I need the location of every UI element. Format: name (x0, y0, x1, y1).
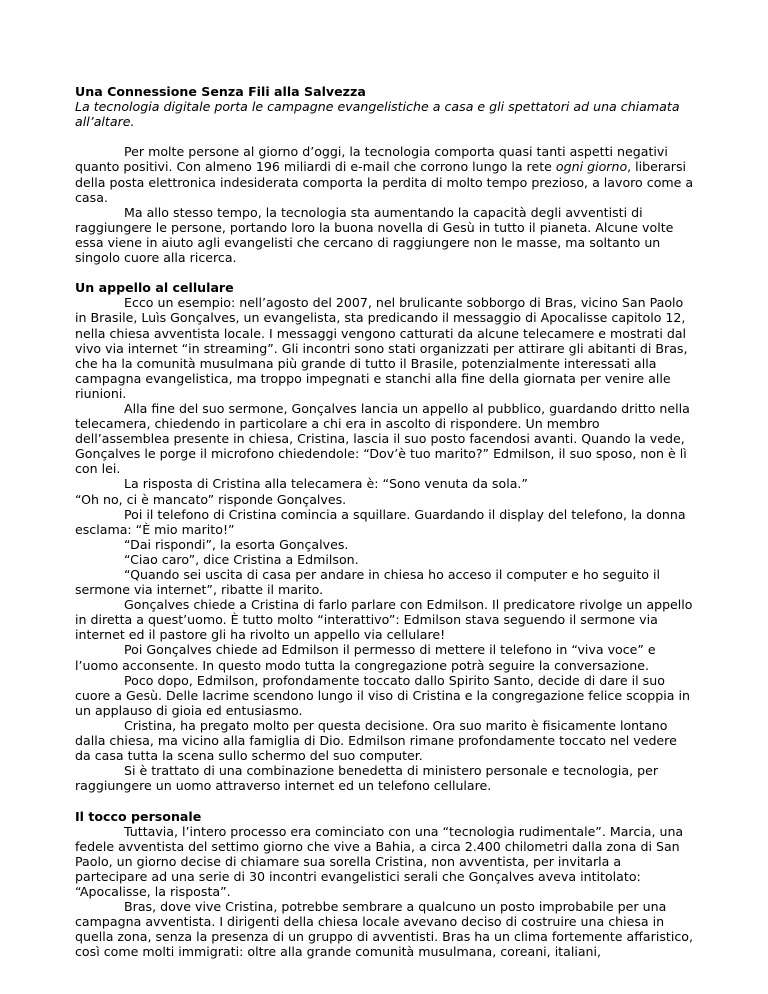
section1-paragraph: La risposta di Cristina alla telecamera è: “Sono venuta da sola.” (124, 476, 528, 492)
section1-paragraph: “Ciao caro”, dice Cristina a Edmilson. (124, 551, 359, 567)
intro-paragraph-2: Ma allo stesso tempo, la tecnologia sta aumentando la capacità degli avventisti di raggiungere le persone, portando loro la buona novella di Gesù in tutto il pianeta. Alcune volte essa viene in aiuto agli evangelisti che cercano di raggiungere non le masse, ma soltanto un singolo cuore alla ricerca. (75, 204, 674, 266)
section1-paragraph: Poco dopo, Edmilson, profondamente toccato dallo Spirito Santo, decide di dare il suo cuore a Gesù. Delle lacrime scendono lungo il viso di Cristina e la congregazione felice scoppia in un applauso di gioia ed entusiasmo. (75, 672, 690, 718)
section1-paragraph: Gonçalves chiede a Cristina di farlo parlare con Edmilson. Il predicatore rivolge un appello in diretta a quest’uomo. È tutto molto “interattivo”: Edmilson stava seguendo il sermone via internet ed il pastore gli ha rivolto un appello via cellulare! (75, 597, 693, 643)
section1-paragraph: “Oh no, ci è mancato” risponde Gonçalves. (75, 491, 347, 507)
section-heading-tocco-personale: Il tocco personale (75, 808, 202, 824)
section1-paragraph: Cristina, ha pregato molto per questa decisione. Ora suo marito è fisicamente lontano dalla chiesa, ma vicino alla famiglia di Dio. Edmilson rimane profondamente toccato nel vedere da casa tutta la scena sullo schermo del suo computer. (75, 717, 677, 764)
section1-paragraph: Poi Gonçalves chiede ad Edmilson il permesso di mettere il telefono in “viva voce” e l’uomo acconsente. In questo modo tutta la congregazione potrà seguire la conversazione. (75, 642, 656, 673)
section-heading-cellulare: Un appello al cellulare (75, 280, 234, 296)
section1-paragraph: “Quando sei uscita di casa per andare in chiesa ho acceso il computer e ho seguito il sermone via internet”, ribatte il marito. (75, 567, 661, 598)
intro-paragraph-1 (75, 144, 695, 204)
spacer (75, 129, 695, 144)
spacer (75, 265, 695, 280)
intro-paragraph-1-text-a: Per molte persone al giorno d’oggi, la tecnologia comporta quasi tanti aspetti negativi quanto positivi. Con almeno 196 miliardi di e-mail che corrono lungo la rete (75, 144, 668, 175)
intro-paragraph-1-emphasis: ogni giorno (555, 159, 628, 175)
section1-paragraph: Poi il telefono di Cristina comincia a squillare. Guardando il display del telefono, la donna esclama: “È mio marito!” (75, 506, 686, 537)
section2-paragraph: Tuttavia, l’intero processo era cominciato con una “tecnologia rudimentale”. Marcia, una fedele avventista del settimo giorno che vive a Bahia, a circa 2.400 chilometri dalla zona di San Paolo, un giorno decise di chiamare sua sorella Cristina, non avventista, per invitarla a partecipare ad una serie di 30 incontri evangelistici serali che Gonçalves aveva intitolato: “Apocalisse, la risposta”. (75, 823, 684, 899)
section1-paragraph: Alla fine del suo sermone, Gonçalves lancia un appello al pubblico, guardando dritto nella telecamera, chiedendo in particolare a chi era in ascolto di rispondere. Un membro dell’assemblea presente in chiesa, Cristina, lascia il suo posto facendosi avanti. Quando la vede, Gonçalves le porge il microfono chiedendole: “Dov’è tuo marito?” Edmilson, il suo sposo, non è lì con lei. (75, 400, 690, 477)
document-page (75, 84, 695, 959)
section2-paragraph: Bras, dove vive Cristina, potrebbe sembrare a qualcuno un posto improbabile per una campagna avventista. I dirigenti della chiesa locale avevano deciso di costruire una chiesa in quella zona, senza la presenza di un gruppo di avventisti. Bras ha un clima fortemente affaristico, così come molti immigrati: oltre alla grande comunità musulmana, coreani, italiani, (75, 899, 693, 960)
document-title: Una Connessione Senza Fili alla Salvezza (75, 84, 366, 99)
section1-paragraph: “Dai rispondi”, la esorta Gonçalves. (124, 536, 349, 552)
spacer (75, 793, 695, 808)
intro-paragraph-1-text-b: , liberarsi della posta elettronica indesiderata comporta la perdita di molto tempo prezioso, a lavoro come a casa. (75, 159, 694, 205)
document-subtitle: La tecnologia digitale porta le campagne evangelistiche a casa e gli spettatori ad una chiamata all’altare. (75, 99, 680, 130)
section1-paragraph: Ecco un esempio: nell’agosto del 2007, nel brulicante sobborgo di Bras, vicino San Paolo in Brasile, Luìs Gonçalves, un evangelista, sta predicando il messaggio di Apocalisse capitolo 12, nella chiesa avventista locale. I messaggi vengono catturati da alcune telecamere e mostrati dal vivo via internet “in streaming”. Gli incontri sono stati organizzati per attirare gli abitanti di Bras, che ha la comunità musulmana più grande di tutto il Brasile, potenzialmente interessati alla campagna evangelistica, ma troppo impegnati e stanchi alla fine della giornata per venire alle riunioni. (75, 295, 688, 401)
section1-paragraph: Si è trattato di una combinazione benedetta di ministero personale e tecnologia, per raggiungere un uomo attraverso internet ed un telefono cellulare. (75, 763, 659, 794)
